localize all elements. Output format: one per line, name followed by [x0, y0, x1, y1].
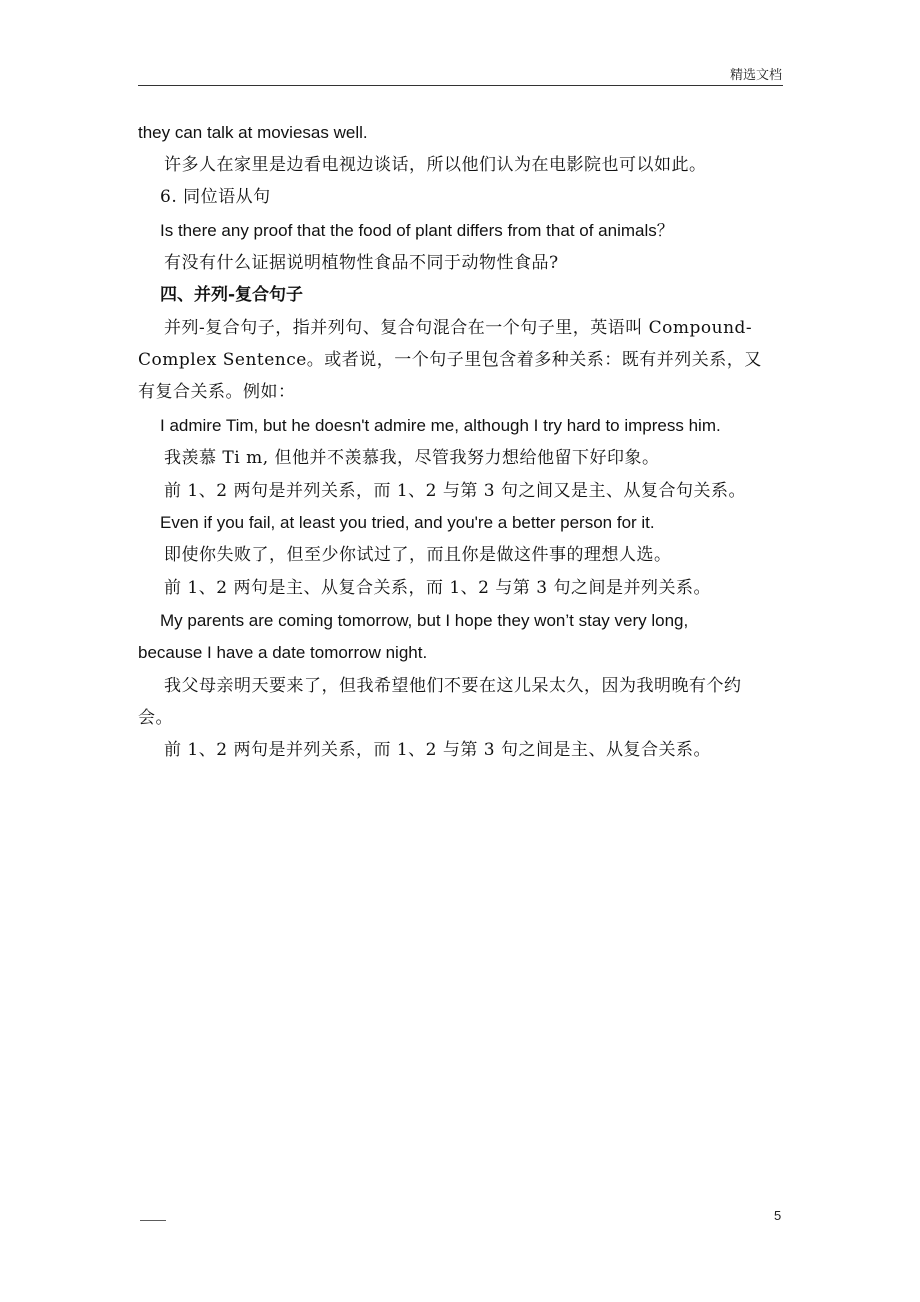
- text-line: 前 1、2 两句是并列关系，而 1、2 与第 3 句之间是主、从复合关系。: [164, 740, 712, 760]
- text-line: 即使你失败了，但至少你试过了，而且你是做这件事的理想人选。: [164, 545, 672, 565]
- text-line: because I have a date tomorrow night.: [138, 643, 428, 662]
- text-line: 会。: [138, 708, 173, 728]
- text-line: 并列-复合句子，指并列句、复合句混合在一个句子里，英语叫 Compound-: [164, 318, 753, 338]
- text-line: 前 1、2 两句是并列关系，而 1、2 与第 3 句之间又是主、从复合句关系。: [164, 481, 747, 501]
- text-line: Even if you fail, at least you tried, and you're a better person for it.: [160, 513, 655, 532]
- text-line: I admire Tim, but he doesn't admire me, although I try hard to impress him.: [160, 416, 721, 435]
- page-number: 5: [774, 1208, 782, 1223]
- section-heading: 四、并列-复合句子: [160, 285, 304, 305]
- text-line: 许多人在家里是边看电视边谈话，所以他们认为在电影院也可以如此。: [164, 155, 707, 175]
- text-line: they can talk at moviesas well.: [138, 123, 368, 142]
- text-line: 有复合关系。例如：: [138, 382, 296, 402]
- text-line: 我父母亲明天要来了，但我希望他们不要在这儿呆太久，因为我明晚有个约: [164, 676, 742, 696]
- text-line: My parents are coming tomorrow, but I hope they won’t stay very long,: [160, 611, 689, 630]
- text-line: 我羡慕 Ti m, 但他并不羡慕我，尽管我努力想给他留下好印象。: [164, 448, 660, 468]
- footer-dash: ——: [140, 1212, 166, 1227]
- header-label: 精选文档: [729, 68, 782, 83]
- text-line: Complex Sentence。或者说，一个句子里包含着多种关系：既有并列关系，又: [138, 350, 762, 370]
- text-line: Is there any proof that the food of plant differs from that of animals？: [160, 221, 674, 240]
- header-divider: [138, 85, 783, 86]
- text-line: 有没有什么证据说明植物性食品不同于动物性食品?: [164, 253, 559, 273]
- text-line: 前 1、2 两句是主、从复合关系，而 1、2 与第 3 句之间是并列关系。: [164, 578, 712, 598]
- text-line: 6. 同位语从句: [160, 187, 271, 207]
